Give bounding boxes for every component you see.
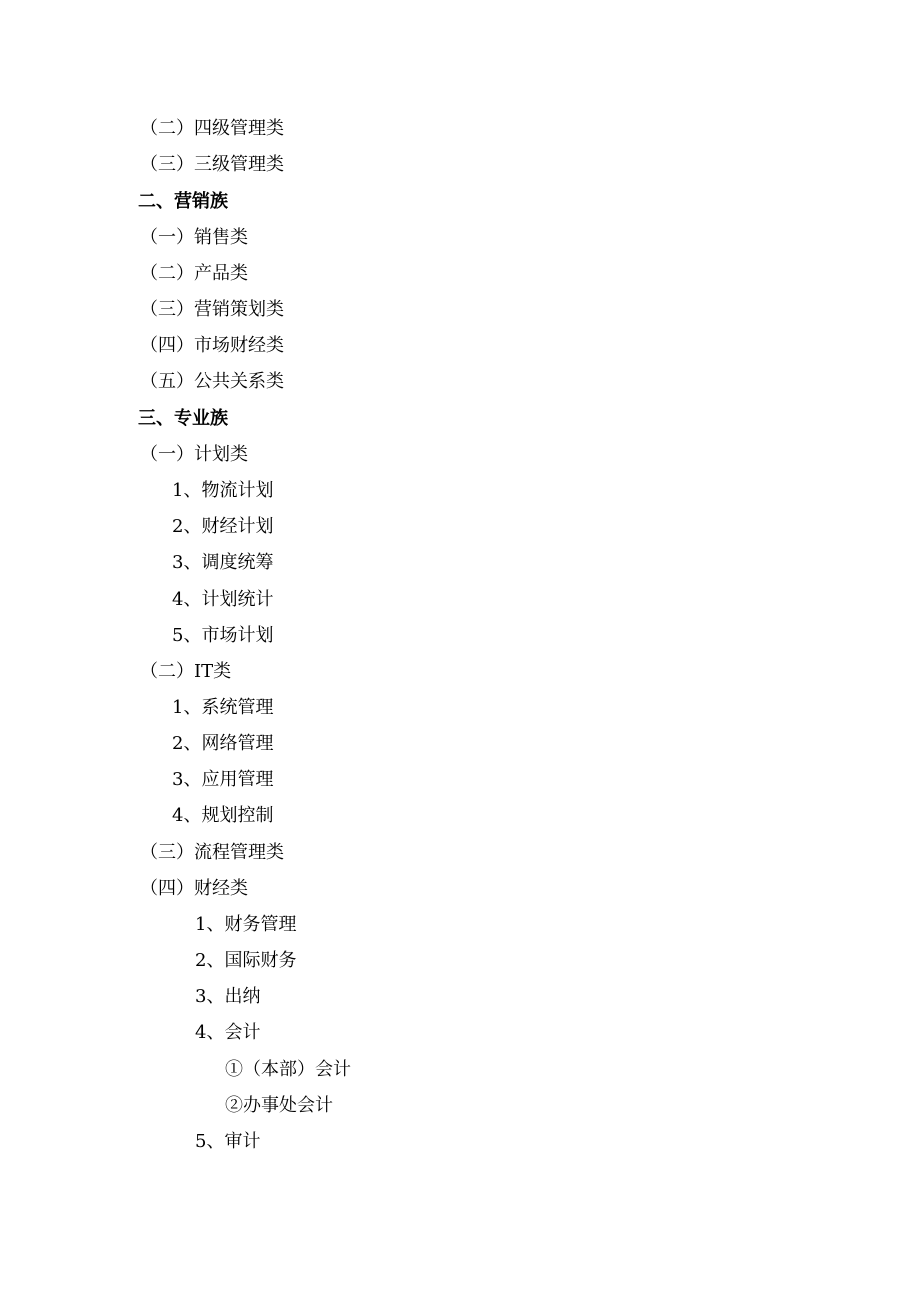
list-item: （一）计划类 bbox=[140, 444, 248, 465]
list-item: 2、财经计划 bbox=[172, 516, 274, 537]
list-item: 5、市场计划 bbox=[172, 625, 274, 646]
list-item: 2、国际财务 bbox=[195, 950, 297, 971]
list-item: 3、应用管理 bbox=[172, 769, 274, 790]
list-item: 5、审计 bbox=[195, 1131, 261, 1152]
list-item: （二）四级管理类 bbox=[140, 118, 284, 139]
section-heading: 二、营销族 bbox=[138, 191, 228, 212]
list-item: （三）流程管理类 bbox=[140, 842, 284, 863]
list-item: 4、计划统计 bbox=[172, 589, 274, 610]
list-item: （三）营销策划类 bbox=[140, 299, 284, 320]
list-item: 1、财务管理 bbox=[195, 914, 297, 935]
list-item: （三）三级管理类 bbox=[140, 154, 284, 175]
section-heading: 三、专业族 bbox=[138, 408, 228, 429]
list-item: （四）财经类 bbox=[140, 878, 248, 899]
list-item: （五）公共关系类 bbox=[140, 371, 284, 392]
list-item: 3、调度统筹 bbox=[172, 552, 274, 573]
list-item: ②办事处会计 bbox=[225, 1095, 333, 1116]
list-item: 4、规划控制 bbox=[172, 805, 274, 826]
list-item: （一）销售类 bbox=[140, 227, 248, 248]
list-item: 1、物流计划 bbox=[172, 480, 274, 501]
list-item: 3、出纳 bbox=[195, 986, 261, 1007]
list-item: 2、网络管理 bbox=[172, 733, 274, 754]
list-item: （二）IT类 bbox=[140, 661, 232, 682]
list-item: （二）产品类 bbox=[140, 263, 248, 284]
list-item: （四）市场财经类 bbox=[140, 335, 284, 356]
list-item: 4、会计 bbox=[195, 1022, 261, 1043]
list-item: ①（本部）会计 bbox=[225, 1059, 351, 1080]
list-item: 1、系统管理 bbox=[172, 697, 274, 718]
